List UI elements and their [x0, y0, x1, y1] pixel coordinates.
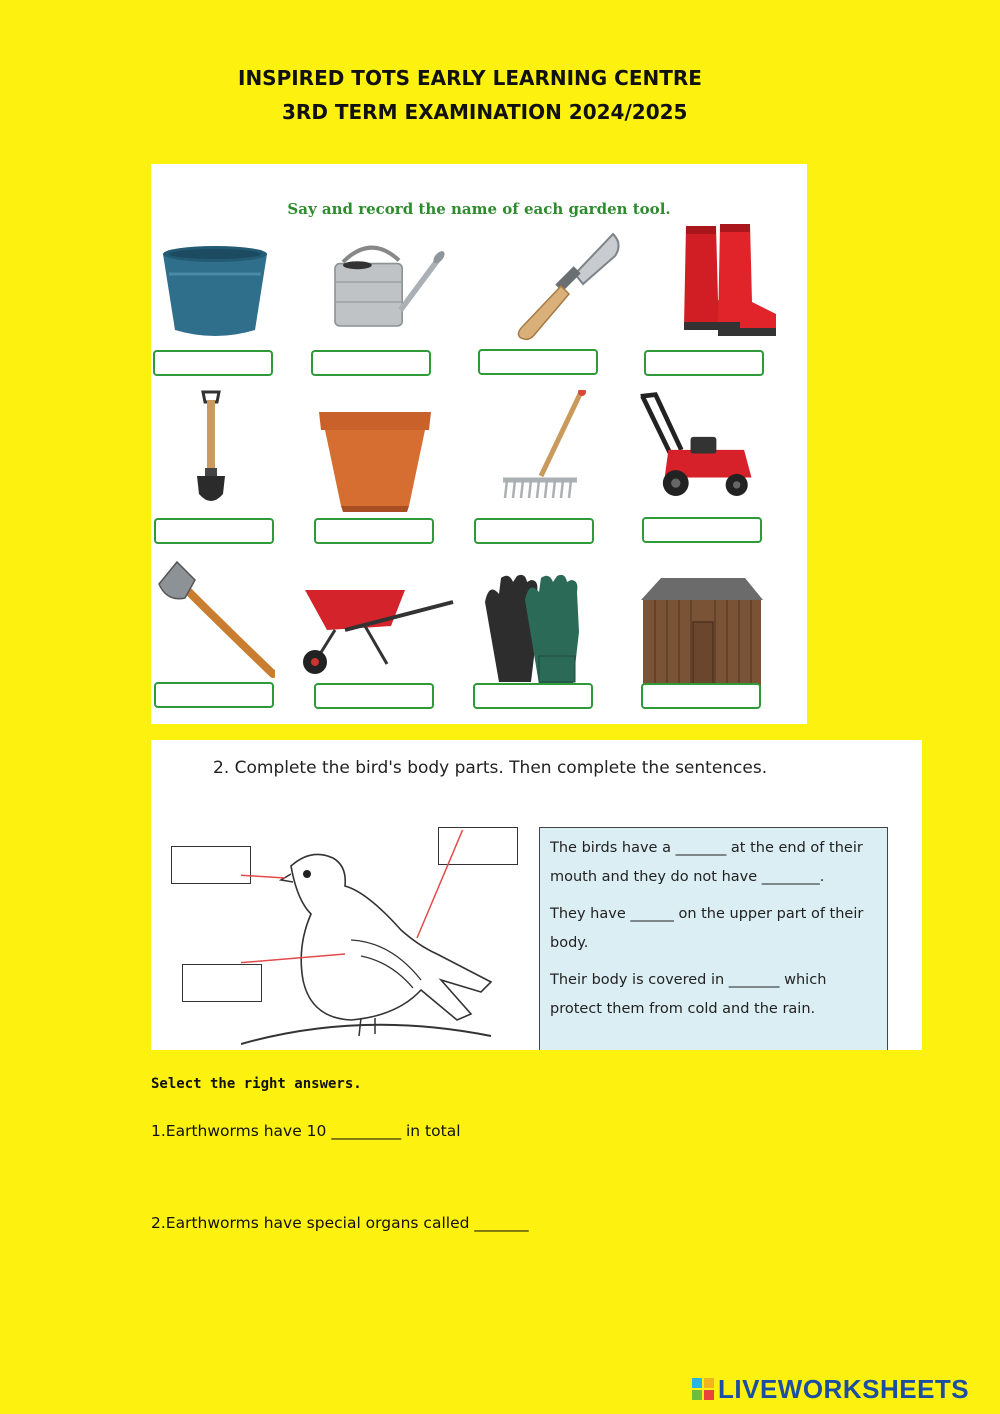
answer-box-2[interactable] — [311, 350, 431, 376]
answer-box-3[interactable] — [478, 349, 598, 375]
sentence-2: They have ______ on the upper part of their body. — [550, 906, 864, 951]
wheelbarrow-icon — [295, 580, 455, 680]
question-2: 2.Earthworms have special organs called _______ — [151, 1214, 529, 1232]
bird-drawing — [241, 830, 501, 1050]
rake-icon — [485, 390, 605, 510]
beak-label-box[interactable] — [171, 846, 251, 884]
answer-box-8[interactable] — [642, 517, 762, 543]
answer-box-1[interactable] — [153, 350, 273, 376]
question-1: 1.Earthworms have 10 _________ in total — [151, 1122, 461, 1140]
flower-pot-icon — [315, 402, 435, 522]
answer-box-4[interactable] — [644, 350, 764, 376]
axe-icon — [155, 558, 275, 678]
answer-box-5[interactable] — [154, 518, 274, 544]
watering-can-icon — [327, 226, 447, 346]
garden-tools-instruction: Say and record the name of each garden tool. — [287, 200, 671, 218]
answer-box-9[interactable] — [154, 682, 274, 708]
liveworksheets-mark-icon — [690, 1376, 716, 1402]
select-answers-title: Select the right answers. — [151, 1076, 362, 1092]
sentences-box — [539, 827, 888, 1050]
answer-box-12[interactable] — [641, 683, 761, 709]
bird-panel — [151, 740, 922, 1050]
bucket-icon — [155, 234, 275, 354]
answer-box-6[interactable] — [314, 518, 434, 544]
gloves-icon — [475, 572, 595, 692]
trowel-icon — [503, 226, 623, 346]
shovel-icon — [147, 390, 267, 510]
lawn-mower-icon — [637, 388, 757, 508]
exam-title: 3RD TERM EXAMINATION 2024/2025 — [282, 100, 688, 124]
sentence-1: The birds have a _______ at the end of their mouth and they do not have ________. — [550, 840, 863, 885]
bird-instruction: 2. Complete the bird's body parts. Then complete the sentences. — [213, 758, 768, 778]
school-name: INSPIRED TOTS EARLY LEARNING CENTRE — [238, 66, 702, 90]
brand-text: LIVEWORKSHEETS — [718, 1373, 970, 1404]
sentence-3: Their body is covered in _______ which protect them from cold and the rain. — [550, 972, 827, 1017]
boots-icon — [666, 222, 786, 342]
answer-box-11[interactable] — [473, 683, 593, 709]
answer-box-7[interactable] — [474, 518, 594, 544]
liveworksheets-logo — [690, 1374, 969, 1404]
answer-box-10[interactable] — [314, 683, 434, 709]
garden-tools-panel — [151, 164, 807, 724]
